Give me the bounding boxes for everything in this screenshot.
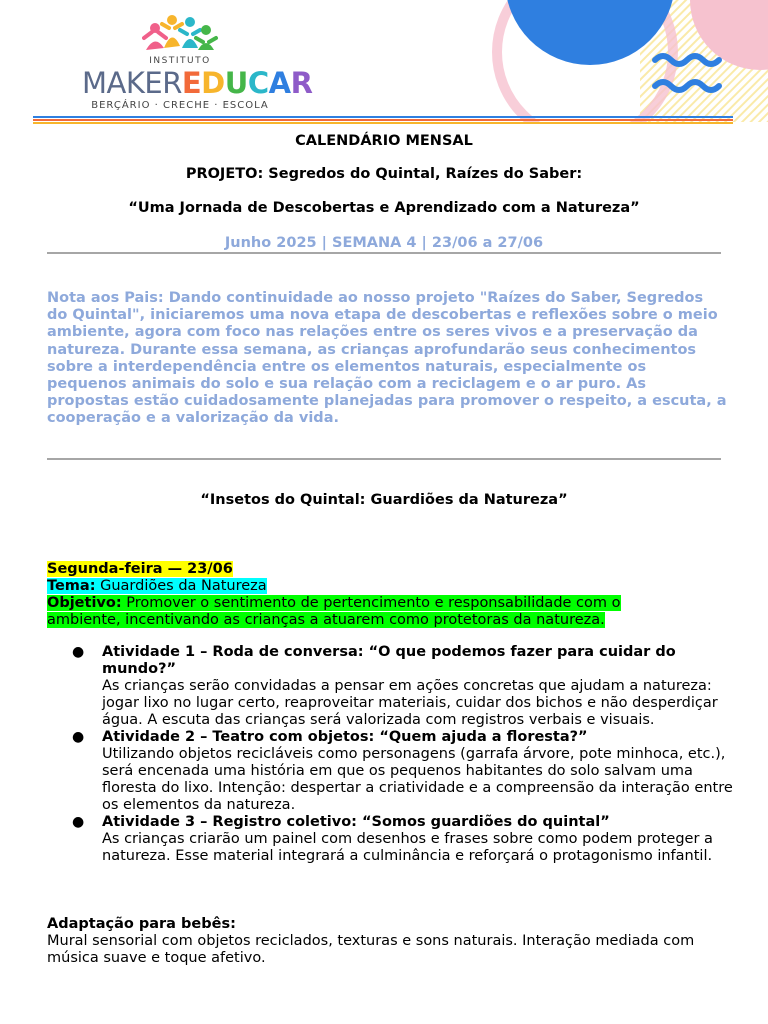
day-heading (47, 561, 737, 578)
bullet-icon: ● (72, 729, 85, 745)
objective-line2: ambiente, incentivando as crianças a atuarem como protetoras da natureza. (47, 612, 605, 628)
logo-c: C (247, 66, 269, 100)
header-decoration (430, 0, 768, 122)
stripe-yellow (33, 122, 733, 124)
logo-e: E (181, 66, 202, 100)
day-title: Segunda-feira — 23/06 (47, 561, 233, 577)
divider-top (47, 252, 721, 254)
divider-bottom (47, 458, 721, 460)
logo-a: A (268, 66, 291, 100)
stripe-orange (33, 119, 733, 121)
logo-wordmark (82, 68, 312, 98)
objective-label: Objetivo: (47, 595, 122, 611)
objective-highlight (47, 595, 621, 611)
bullet-icon: ● (72, 644, 85, 660)
day-block (47, 561, 737, 629)
objective-line1: Promover o sentimento de pertencimento e responsabilidade com o (121, 595, 621, 611)
bullet-icon: ● (72, 814, 85, 830)
activity-title: Atividade 3 – Registro coletivo: “Somos guardiões do quintal” (102, 814, 610, 830)
page-header (0, 0, 768, 130)
children-logo-icon (142, 8, 220, 60)
logo-educar-text (182, 66, 313, 100)
journey-title: “Uma Jornada de Descobertas e Aprendizado com a Natureza” (128, 200, 640, 216)
activities-list (47, 644, 737, 865)
activity-item (47, 729, 737, 814)
theme-value: Guardiões da Natureza (95, 578, 267, 594)
stripe-blue (33, 116, 733, 118)
week-label: Junho 2025 | SEMANA 4 | 23/06 a 27/06 (224, 235, 544, 251)
theme-highlight (47, 578, 267, 594)
activity-item (47, 814, 737, 865)
baby-adaptation (47, 916, 737, 967)
logo-d: D (201, 66, 225, 100)
logo-institute-label: INSTITUTO (149, 56, 211, 66)
logo-r: R (290, 66, 313, 100)
maker-educar-logo (80, 8, 313, 111)
project-title: PROJETO: Segredos do Quintal, Raízes do Saber: (185, 166, 583, 182)
day-objective (47, 595, 737, 629)
logo-maker-text: MAKER (82, 66, 182, 100)
activity-title: Atividade 1 – Roda de conversa: “O que podemos fazer para cuidar do mundo?” (102, 644, 676, 677)
calendar-title: CALENDÁRIO MENSAL (295, 133, 473, 149)
adaptation-title: Adaptação para bebês: (47, 916, 236, 932)
logo-subtitle: BERÇÁRIO · CRECHE · ESCOLA (91, 100, 269, 111)
activity-text: Utilizando objetos recicláveis como personagens (garrafa árvore, pote minhoca, etc.), será encenada uma história em que os pequenos habitantes do solo salvam uma floresta do lixo. Intenção: despertar a criatividade e a compreensão da interação entre os elementos da natureza. (102, 746, 733, 813)
activity-item (47, 644, 737, 729)
header-stripes (33, 116, 733, 126)
activity-title: Atividade 2 – Teatro com objetos: “Quem ajuda a floresta?” (102, 729, 588, 745)
activity-text: As crianças criarão um painel com desenhos e frases sobre como podem proteger a natureza. Esse material integrará a culminância e reforçará o protagonismo infantil. (102, 831, 713, 864)
activity-text: As crianças serão convidadas a pensar em ações concretas que ajudam a natureza: jogar lixo no lugar certo, reaproveitar materiais, cuidar dos bichos e não desperdiçar água. A escuta das crianças será valorizada com registros verbais e visuais. (102, 678, 718, 728)
week-theme-title: “Insetos do Quintal: Guardiões da Natureza” (200, 492, 568, 508)
theme-label: Tema: (47, 578, 96, 594)
parents-note: Nota aos Pais: Dando continuidade ao nosso projeto "Raízes do Saber, Segredos do Quintal", iniciaremos uma nova etapa de descobertas e reflexões sobre o meio ambiente, agora com foco nas relações entre os seres vivos e a preservação da natureza. Durante essa semana, as crianças aprofundarão seus conhecimentos sobre a interdependência entre os elementos naturais, especialmente os pequenos animais do solo e sua relação com a reciclagem e o ar puro. As propostas estão cuidadosamente planejadas para promover o respeito, a escuta, a cooperação e a valorização da vida. (47, 290, 727, 427)
day-theme (47, 578, 737, 595)
logo-u: U (224, 66, 248, 100)
adaptation-text: Mural sensorial com objetos reciclados, texturas e sons naturais. Interação mediada com música suave e toque afetivo. (47, 933, 695, 966)
